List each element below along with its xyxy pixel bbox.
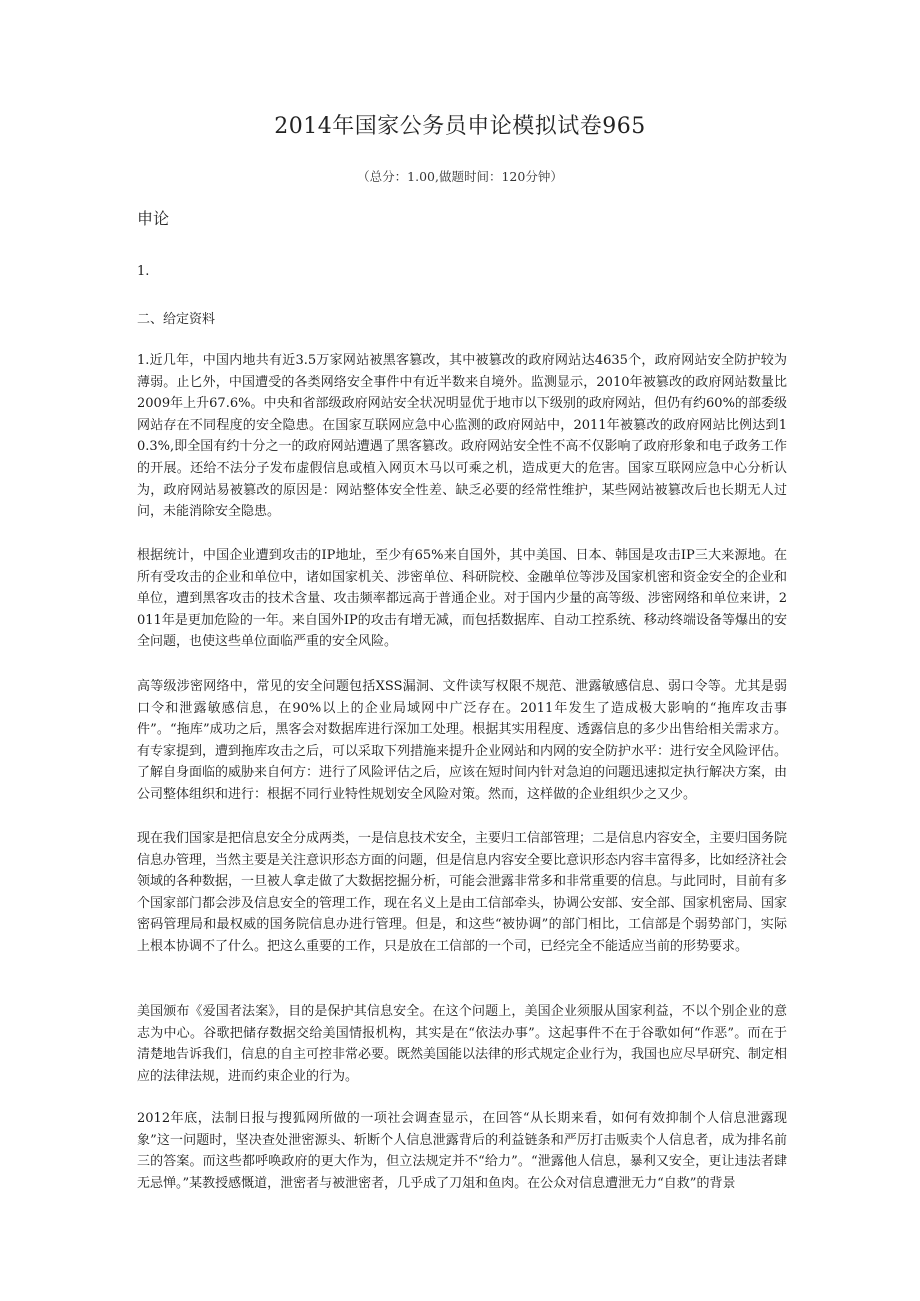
paragraph-5: 美国颁布《爱国者法案》，目的是保护其信息安全。在这个问题上，美国企业须服从国家利益，不以个别企业的意志为中心。谷歌把储存数据交给美国情报机构，其实是在“依法办事”。这起事件不在于谷歌如何“作恶”。而在于清楚地告诉我们，信息的自主可控非常必要。既然美国能以法律的形式规定企业行为，我国也应尽早研究、制定相应的法律法规，进而约束企业的行为。 xyxy=(137,1004,788,1084)
exam-meta: （总分：1.00,做题时间：120分钟） xyxy=(357,169,563,184)
paragraph-4: 现在我们国家是把信息安全分成两类，一是信息技术安全，主要归工信部管理；二是信息内容安全，主要归国务院信息办管理，当然主要是关注意识形态方面的问题，但是信息内容安全要比意识形态内容丰富得多，比如经济社会领域的各种数据，一旦被人拿走做了大数据挖掘分析，可能会泄露非常多和非常重要的信息。与此同时，目前有多个国家部门都会涉及信息安全的管理工作，现在名义上是由工信部牵头，协调公安部、安全部、国家机密局、国家密码管理局和最权威的国务院信息办进行管理。但是，和这些“被协调”的部门相比，工信部是个弱势部门，实际上根本协调不了什么。把这么重要的工作，只是放在工信部的一个司，已经完全不能适应当前的形势要求。 xyxy=(137,831,788,954)
paragraph-6: 2012年底，法制日报与搜狐网所做的一项社会调查显示，在回答“从长期来看，如何有效抑制个人信息泄露现象”这一问题时，坚决查处泄密源头、斩断个人信息泄露背后的利益链条和严厉打击贩卖个人信息者，成为排名前三的答案。而这些都呼唤政府的更大作为，但立法规定并不“给力”。“泄露他人信息，暴利又安全，更让违法者肆无忌惮。”某教授感慨道，泄密者与被泄密者，几乎成了刀俎和鱼肉。在公众对信息遭泄无力“自救”的背景 xyxy=(137,1111,787,1191)
paragraph-2: 根据统计，中国企业遭到攻击的IP地址，至少有65%来自国外，其中美国、日本、韩国是攻击IP三大来源地。在所有受攻击的企业和单位中，诸如国家机关、涉密单位、科研院校、金融单位等涉及国家机密和资金安全的企业和单位，遭到黑客攻击的技术含量、攻击频率都远高于普通企业。对于国内少量的高等级、涉密网络和单位来讲，2011年是更加危险的一年。来自国外IP的攻击有增无减，而包括数据库、自动工控系统、移动终端设备等爆出的安全问题，也使这些单位面临严重的安全风险。 xyxy=(137,548,788,650)
document-title: 2014年国家公务员申论模拟试卷965 xyxy=(274,114,646,139)
section-title: 申论 xyxy=(137,209,170,228)
materials-heading: 二、给定资料 xyxy=(137,312,216,327)
paragraph-3: 高等级涉密网络中，常见的安全问题包括XSS漏洞、文件读写权限不规范、泄露敏感信息、弱口令等。尤其是弱口令和泄露敏感信息，在90%以上的企业局域网中广泛存在。2011年发生了造成极大影响的“拖库攻击事件”。“拖库”成功之后，黑客会对数据库进行深加工处理。根据其实用程度、透露信息的多少出售给相关需求方。有专家提到，遭到拖库攻击之后，可以采取下列措施来提升企业网站和内网的安全防护水平：进行安全风险评估。了解自身面临的威胁来自何方：进行了风险评估之后，应该在短时间内针对急迫的问题迅速拟定执行解决方案，由公司整体组织和进行：根据不同行业特性规划安全风险对策。然而，这样做的企业组织少之又少。 xyxy=(137,679,788,802)
question-number: 1. xyxy=(137,264,150,279)
paragraph-1: 1.近几年，中国内地共有近3.5万家网站被黑客篡改，其中被篡改的政府网站达4635个，政府网站安全防护较为薄弱。止匕外，中国遭受的各类网络安全事件中有近半数来自境外。监测显示，2010年被篡改的政府网站数量比2009年上升67.6%。中央和省部级政府网站安全状况明显优于地市以下级别的政府网站，但仍有约60%的部委级网站存在不同程度的安全隐患。在国家互联网应急中心监测的政府网站中，2011年被篡改的政府网站比例达到10.3%,即全国有约十分之一的政府网站遭遇了黑客篡改。政府网站安全性不高不仅影响了政府形象和电子政务工作的开展。还给不法分子发布虚假信息或植入网页木马以可乘之机，造成更大的危害。国家互联网应急中心分析认为，政府网站易被篡改的原因是：网站整体安全性差、缺乏必要的经常性维护，某些网站被篡改后也长期无人过问，未能消除安全隐患。 xyxy=(137,353,787,520)
